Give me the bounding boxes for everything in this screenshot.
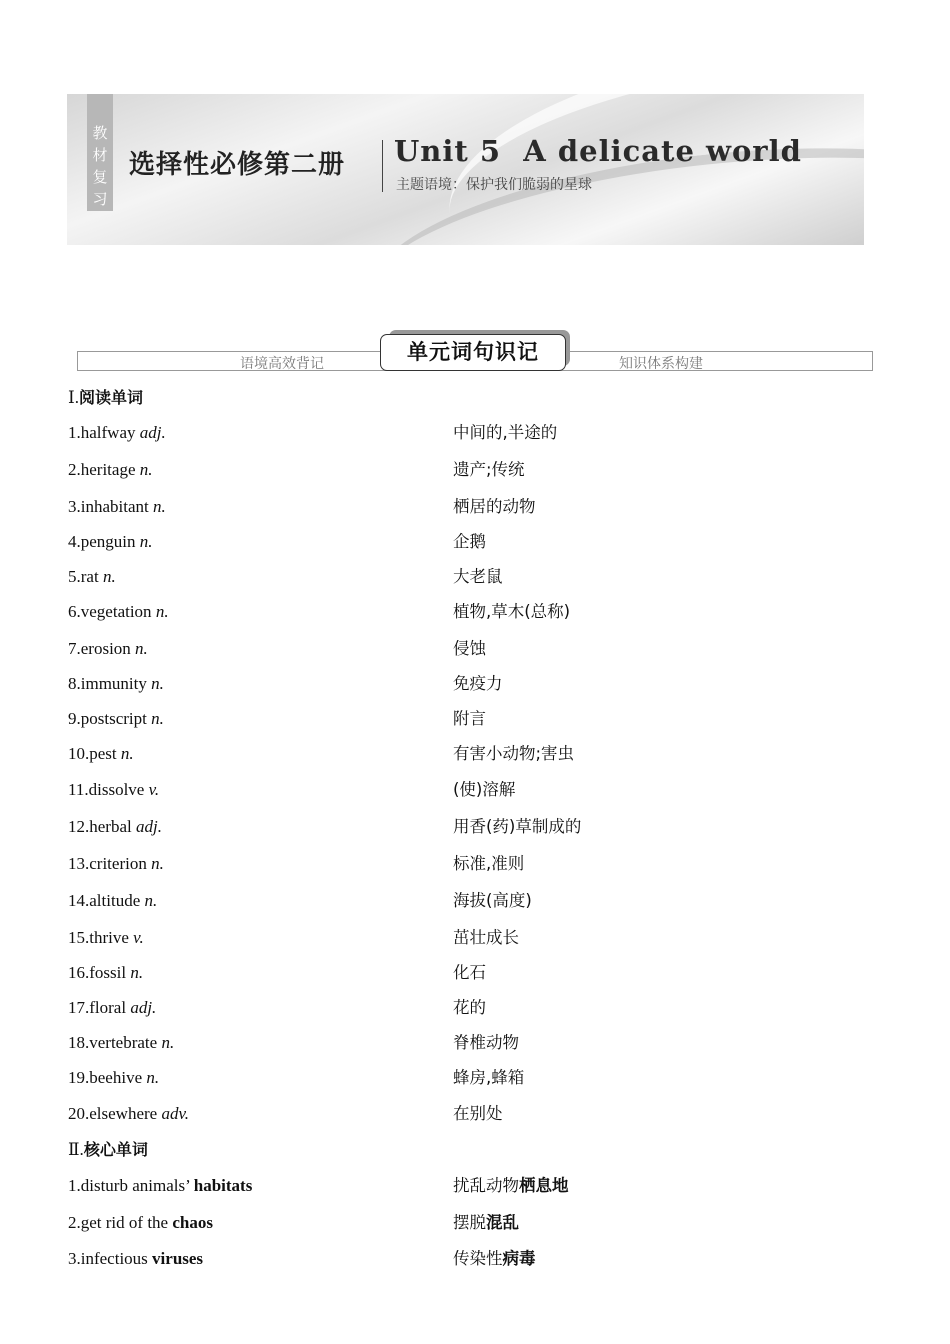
word-entry: 16.fossil n. (68, 963, 144, 982)
list-item (68, 458, 868, 482)
word-meaning: 栖居的动物 (453, 497, 536, 516)
word-entry: 7.erosion n. (68, 639, 148, 658)
word-meaning: (使)溶解 (453, 780, 516, 799)
side-tab-char: 习 (92, 190, 108, 208)
word-meaning: 附言 (453, 709, 486, 728)
word-entry: 10.pest n. (68, 744, 134, 763)
word-entry: 9.postscript n. (68, 709, 164, 728)
word-entry: 19.beehive n. (68, 1068, 160, 1087)
theme-context: 主题语境：保护我们脆弱的星球 (396, 177, 592, 193)
list-item (68, 996, 868, 1020)
part2-heading-num: Ⅱ. (68, 1140, 84, 1159)
part2-heading (68, 1137, 148, 1160)
word-entry: 5.rat n. (68, 567, 116, 586)
list-item (68, 600, 868, 624)
list-item (68, 815, 868, 839)
word-entry: 2.heritage n. (68, 460, 153, 479)
list-item (68, 1247, 868, 1271)
list-item (68, 778, 868, 802)
list-item (68, 495, 868, 519)
list-item (68, 742, 868, 766)
word-meaning: 蜂房,蜂箱 (453, 1068, 525, 1087)
word-entry: 17.floral adj. (68, 998, 157, 1017)
word-entry: 13.criterion n. (68, 854, 164, 873)
list-item (68, 961, 868, 985)
word-entry: 4.penguin n. (68, 532, 153, 551)
section-left-label: 语境高效背记 (240, 356, 324, 372)
textbook-review-tab (87, 94, 113, 211)
word-meaning: 海拔(高度) (453, 891, 532, 910)
side-tab-char: 材 (92, 146, 108, 164)
list-item (68, 707, 868, 731)
word-meaning: 有害小动物;害虫 (453, 744, 575, 763)
part1-heading-num: Ⅰ. (68, 388, 79, 407)
word-entry: 15.thrive v. (68, 928, 144, 947)
section-right-label: 知识体系构建 (619, 356, 703, 372)
part1-heading-label: 阅读单词 (78, 388, 143, 407)
word-entry: 18.vertebrate n. (68, 1033, 175, 1052)
word-meaning: 中间的,半途的 (453, 423, 558, 442)
part1-heading (68, 385, 143, 408)
list-item (68, 1174, 868, 1198)
word-meaning: 标准,准则 (453, 854, 525, 873)
unit-banner (67, 94, 864, 245)
list-item (68, 1102, 868, 1126)
unit-title: Unit 5 A delicate world (394, 134, 802, 168)
side-tab-char: 教 (92, 124, 108, 142)
title-divider (382, 140, 383, 192)
word-entry: 8.immunity n. (68, 674, 164, 693)
word-entry: 11.dissolve v. (68, 780, 160, 799)
word-meaning: 植物,草木(总称) (453, 602, 571, 621)
word-entry: 6.vegetation n. (68, 602, 169, 621)
phrase-entry: 2.get rid of the chaos (68, 1213, 213, 1232)
word-meaning: 用香(药)草制成的 (453, 817, 582, 836)
phrase-meaning: 扰乱动物栖息地 (453, 1176, 569, 1195)
list-item (68, 421, 868, 445)
word-meaning: 化石 (453, 963, 486, 982)
word-entry: 1.halfway adj. (68, 423, 166, 442)
list-item (68, 672, 868, 696)
word-entry: 12.herbal adj. (68, 817, 162, 836)
section-title: 单元词句识记 (380, 334, 566, 371)
phrase-meaning: 传染性病毒 (453, 1249, 536, 1268)
word-meaning: 企鹅 (453, 532, 486, 551)
list-item (68, 889, 868, 913)
word-meaning: 侵蚀 (453, 639, 486, 658)
part2-heading-label: 核心单词 (83, 1140, 148, 1159)
word-entry: 3.inhabitant n. (68, 497, 166, 516)
word-entry: 14.altitude n. (68, 891, 158, 910)
side-tab-char: 复 (92, 168, 108, 186)
word-meaning: 脊椎动物 (453, 1033, 519, 1052)
list-item (68, 852, 868, 876)
list-item (68, 926, 868, 950)
word-meaning: 大老鼠 (453, 567, 503, 586)
list-item (68, 1211, 868, 1235)
book-title: 选择性必修第二册 (129, 150, 346, 180)
phrase-entry: 3.infectious viruses (68, 1249, 204, 1268)
list-item (68, 565, 868, 589)
word-entry: 20.elsewhere adv. (68, 1104, 190, 1123)
word-meaning: 茁壮成长 (453, 928, 519, 947)
word-meaning: 免疫力 (453, 674, 503, 693)
list-item (68, 1031, 868, 1055)
phrase-meaning: 摆脱混乱 (453, 1213, 519, 1232)
word-meaning: 遗产;传统 (453, 460, 525, 479)
phrase-entry: 1.disturb animals’ habitats (68, 1176, 253, 1195)
list-item (68, 637, 868, 661)
list-item (68, 530, 868, 554)
word-meaning: 花的 (453, 998, 486, 1017)
word-meaning: 在别处 (453, 1104, 503, 1123)
list-item (68, 1066, 868, 1090)
